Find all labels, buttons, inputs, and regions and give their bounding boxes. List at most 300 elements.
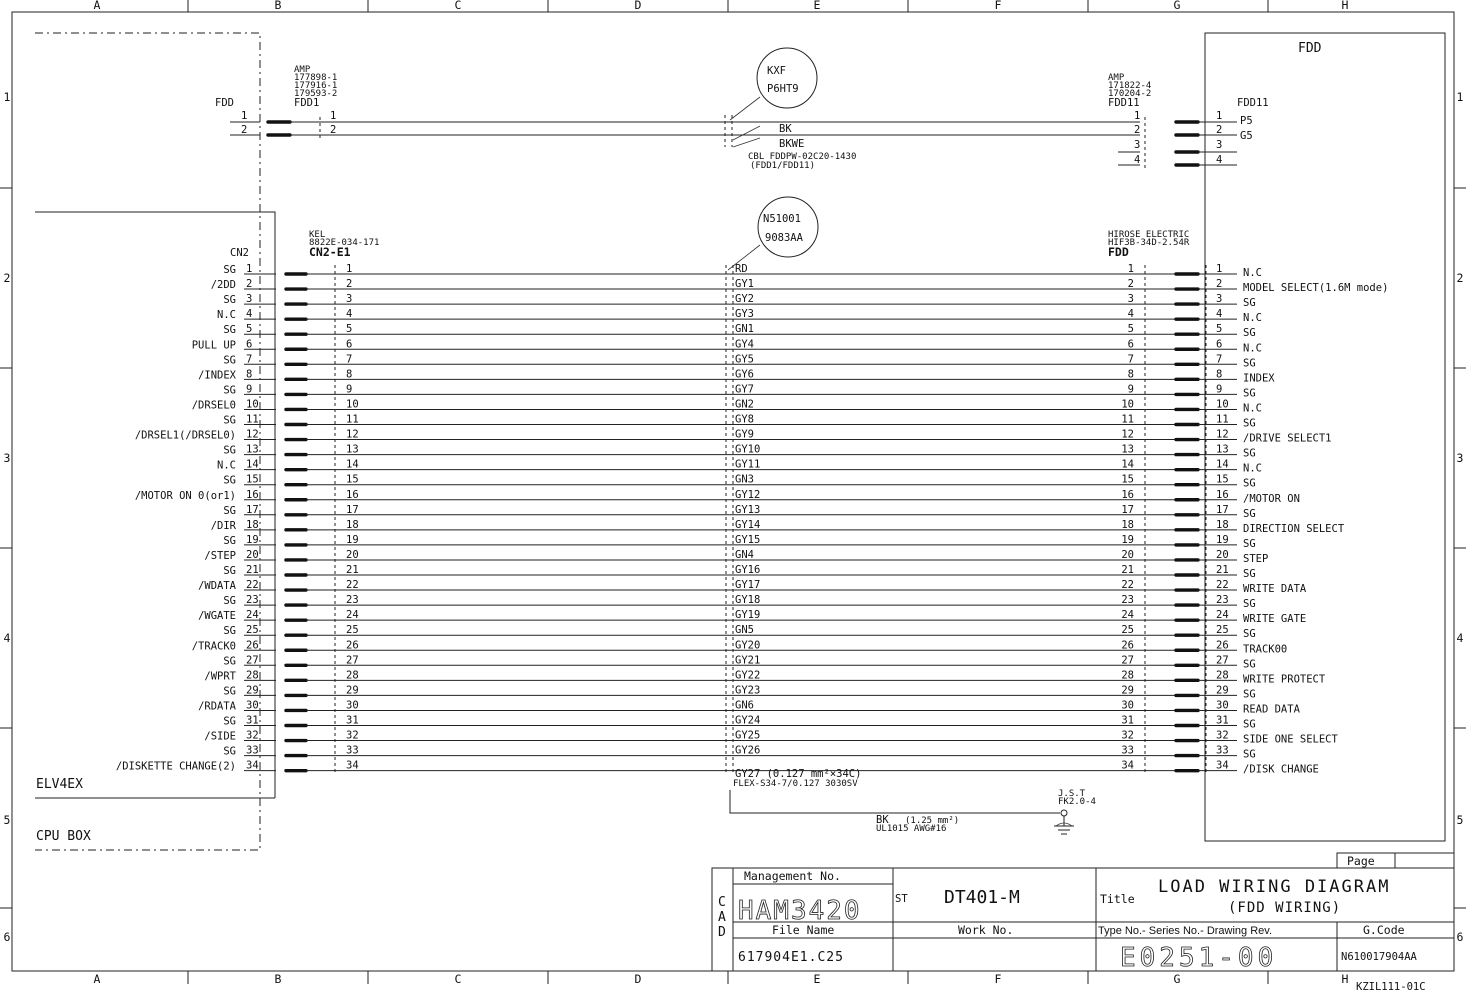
row-label-right: 1 — [1456, 90, 1464, 104]
fdd-pin-number: 32 — [1216, 729, 1229, 742]
left-fdd-label: FDD — [215, 97, 234, 109]
cad-label-c: C — [718, 895, 726, 910]
ground-wire: BK — [876, 814, 889, 826]
fdd-signal-label: SG — [1243, 327, 1256, 340]
wire-color-label: GY16 — [735, 564, 761, 576]
signal-left-part: 8822E-034-171 — [309, 238, 380, 248]
cn2-pin-number: 34 — [246, 759, 259, 772]
fdd-signal-label: N.C — [1243, 342, 1262, 355]
power-conn2-maker: AMP — [1108, 73, 1125, 83]
fdd-conn-pin-number: 8 — [1127, 368, 1134, 381]
cn2-e1-pin-number: 7 — [346, 353, 353, 366]
row-label-left: 5 — [3, 813, 11, 827]
sheet-code: KZIL111-01C — [1356, 981, 1426, 992]
fdd-signal-label: SG — [1243, 387, 1256, 400]
row-label-left: 6 — [3, 930, 11, 944]
cn2-pin-number: 9 — [246, 383, 253, 396]
column-label-top: G — [1173, 0, 1181, 12]
fdd-pin-number: 1 — [1216, 263, 1223, 275]
fdd-conn-pin-number: 9 — [1127, 383, 1134, 396]
fdd-pin-number: 14 — [1216, 458, 1229, 471]
wire-color-label: GN6 — [735, 699, 754, 712]
cn2-e1-pin-number: 16 — [346, 488, 359, 501]
cn2-pin-number: 20 — [246, 548, 259, 561]
title-label: Title — [1100, 892, 1135, 906]
power-conn1-pin-2: 2 — [330, 124, 337, 136]
left-signal-label: /TRACK0 — [191, 640, 236, 653]
pin-row — [135, 429, 1332, 445]
pin-row — [223, 414, 1255, 430]
left-signal-label: /MOTOR ON 0(or1) — [134, 489, 236, 502]
fdd-pin-number: 22 — [1216, 579, 1229, 592]
pin-row — [135, 489, 1300, 505]
fdd-signal-label: SG — [1243, 628, 1256, 641]
wire-color-label: GY18 — [735, 594, 761, 607]
pin-row — [192, 398, 1262, 414]
column-label-top: B — [274, 0, 282, 12]
work-no-label: Work No. — [958, 923, 1014, 937]
pin-row — [223, 323, 1255, 339]
signal-pin-rows — [116, 263, 1389, 776]
fdd-signal-label: INDEX — [1243, 372, 1275, 385]
wire-color-label: GY1 — [735, 278, 754, 291]
pin-row — [198, 368, 1275, 384]
ground-spec2: UL1015 AWG#16 — [876, 824, 947, 834]
fdd-conn-pin-number: 13 — [1121, 443, 1134, 456]
cn2-pin-number: 22 — [246, 579, 259, 592]
cn2-e1-pin-number: 5 — [346, 323, 353, 336]
fdd-conn-pin-number: 17 — [1121, 503, 1134, 516]
file-name-value: 617904E1.C25 — [738, 950, 844, 965]
fdd-pin-number: 7 — [1216, 353, 1223, 366]
left-signal-label: SG — [223, 444, 236, 457]
left-signal-label: N.C — [217, 459, 236, 472]
fdd-conn-pin-number: 21 — [1121, 564, 1134, 576]
row-label-right: 3 — [1456, 451, 1464, 465]
wire-color-label: GY13 — [735, 503, 761, 516]
fdd11-pin-1: 1 — [1216, 110, 1223, 122]
cn2-e1-pin-number: 20 — [346, 548, 359, 561]
power-conn2-pin-4: 4 — [1134, 154, 1141, 166]
column-labels-top — [94, 0, 1349, 12]
cn2-e1-pin-number: 21 — [346, 564, 359, 576]
power-conn1-name: FDD1 — [294, 97, 320, 109]
left-power-pin-2: 2 — [241, 124, 248, 136]
signal-left-maker: KEL — [309, 230, 326, 240]
fdd-signal-label: /MOTOR ON — [1243, 492, 1300, 505]
pin-row — [211, 278, 1389, 294]
fdd-conn-pin-number: 10 — [1121, 398, 1134, 411]
signal-cable-headers — [309, 197, 1190, 270]
column-label-top: C — [454, 0, 462, 12]
fdd-conn-pin-number: 18 — [1121, 518, 1134, 531]
fdd-signal-label: N.C — [1243, 402, 1262, 415]
column-label-top: A — [93, 0, 101, 12]
pin-row — [198, 699, 1301, 715]
cn2-e1-pin-number: 10 — [346, 398, 359, 411]
cn2-e1-pin-number: 8 — [346, 368, 353, 381]
wire-color-label: GY25 — [735, 729, 761, 742]
cn2-e1-pin-number: 26 — [346, 639, 359, 652]
wire-color-label: GY19 — [735, 609, 761, 622]
pin-row — [198, 579, 1307, 595]
cn2-e1-pin-number: 14 — [346, 458, 359, 471]
left-signal-label: SG — [223, 565, 236, 577]
cn2-e1-pin-number: 6 — [346, 338, 353, 351]
wire-color-label: GY11 — [735, 458, 761, 471]
power-bubble-top: KXF — [767, 65, 786, 77]
fdd-pin-number: 34 — [1216, 759, 1229, 772]
fdd-pin-number: 18 — [1216, 518, 1229, 531]
cn2-e1-pin-number: 17 — [346, 503, 359, 516]
fdd-conn-pin-number: 22 — [1121, 579, 1134, 592]
column-label-top: D — [634, 0, 642, 12]
fdd-signal-label: DIRECTION SELECT — [1243, 522, 1345, 535]
cn2-e1-pin-number: 11 — [346, 413, 359, 426]
fdd-signal-label: SG — [1243, 477, 1256, 490]
wire-color-label: GY7 — [735, 383, 754, 396]
left-signal-label: SG — [223, 264, 236, 276]
cn2-e1-pin-number: 3 — [346, 293, 353, 306]
wire-color-label: GY6 — [735, 368, 754, 381]
fdd-pin-number: 2 — [1216, 278, 1223, 291]
fdd-pin-number: 13 — [1216, 443, 1229, 456]
cn2-pin-number: 7 — [246, 353, 253, 366]
cn2-pin-number: 30 — [246, 699, 259, 712]
management-value: HAM3420 — [738, 896, 862, 926]
fdd-signal-label: SG — [1243, 598, 1256, 611]
cn2-e1-pin-number: 12 — [346, 428, 359, 441]
signal-footer-spec: FLEX-S34-7/0.127 3030SV — [733, 779, 858, 789]
left-signal-label: /WDATA — [198, 580, 236, 593]
fdd-signal-label: TRACK00 — [1243, 643, 1288, 656]
fdd-signal-label: SG — [1243, 688, 1256, 701]
signal-right-maker: HIROSE ELECTRIC — [1108, 230, 1190, 240]
wire-color-label: GY12 — [735, 488, 761, 501]
fdd-signal-label: READ DATA — [1243, 703, 1300, 716]
column-labels-bottom — [94, 972, 1349, 986]
left-signal-label: /RDATA — [198, 700, 236, 713]
row-label-right: 6 — [1456, 930, 1464, 944]
left-signal-label: SG — [223, 504, 236, 517]
wire-color-label: GY20 — [735, 639, 761, 652]
cn2-pin-number: 12 — [246, 428, 259, 441]
fdd-pin-number: 11 — [1216, 413, 1229, 426]
title-line1: LOAD WIRING DIAGRAM — [1158, 877, 1391, 897]
fdd11-label: FDD11 — [1237, 97, 1269, 109]
fdd-pin-number: 15 — [1216, 473, 1229, 486]
column-label-bottom: A — [93, 972, 101, 986]
fdd-pin-number: 20 — [1216, 548, 1229, 561]
column-label-bottom: G — [1173, 972, 1181, 986]
fdd-conn-pin-number: 16 — [1121, 488, 1134, 501]
fdd-conn-pin-number: 5 — [1127, 323, 1134, 336]
cn2-e1-pin-number: 29 — [346, 684, 359, 697]
fdd-conn-pin-number: 24 — [1121, 609, 1134, 622]
wire-color-label: GY14 — [735, 518, 761, 531]
fdd-pin-number: 5 — [1216, 323, 1223, 336]
cn2-pin-number: 17 — [246, 503, 259, 516]
left-signal-label: /SIDE — [204, 730, 236, 743]
file-name-label: File Name — [772, 923, 835, 937]
wire-color-label: GY21 — [735, 654, 761, 667]
fdd-conn-pin-number: 23 — [1121, 594, 1134, 607]
cad-label-d: D — [718, 925, 726, 940]
fdd-conn-pin-number: 12 — [1121, 428, 1134, 441]
cn2-pin-number: 1 — [246, 263, 253, 275]
cn2-label: CN2 — [230, 247, 249, 259]
module-label: ELV4EX — [36, 777, 83, 792]
pin-row — [223, 745, 1255, 761]
fdd-signal-label: N.C — [1243, 462, 1262, 475]
column-label-bottom: B — [274, 972, 282, 986]
left-signal-label: /DRSEL1(/DRSEL0) — [134, 429, 236, 442]
pin-row — [204, 730, 1338, 746]
fdd-signal-label: WRITE PROTECT — [1243, 673, 1326, 686]
row-label-left: 4 — [3, 631, 11, 645]
fdd11-pin-4: 4 — [1216, 154, 1223, 166]
cn2-e1-pin-number: 34 — [346, 759, 359, 772]
column-label-top: H — [1341, 0, 1349, 12]
row-label-right: 5 — [1456, 813, 1464, 827]
fdd-pin-number: 24 — [1216, 609, 1229, 622]
fdd-pin-number: 31 — [1216, 714, 1229, 727]
signal-right-name: FDD — [1108, 245, 1129, 259]
pin-row — [116, 760, 1319, 776]
fdd-pin-number: 8 — [1216, 368, 1223, 381]
column-label-bottom: C — [454, 972, 462, 986]
left-signal-label: PULL UP — [191, 339, 236, 352]
left-signal-label: SG — [223, 595, 236, 608]
pin-row — [223, 715, 1255, 731]
column-label-bottom: H — [1341, 972, 1349, 986]
fdd-conn-pin-number: 34 — [1121, 759, 1134, 772]
fdd-conn-pin-number: 2 — [1127, 278, 1134, 291]
cpu-box-label: CPU BOX — [36, 829, 91, 844]
left-signal-label: SG — [223, 324, 236, 337]
fdd-conn-pin-number: 31 — [1121, 714, 1134, 727]
fdd-pin-number: 10 — [1216, 398, 1229, 411]
row-label-left: 1 — [3, 90, 11, 104]
power-conn2-pin-3: 3 — [1134, 139, 1141, 151]
wire-color-label: GY23 — [735, 684, 761, 697]
left-signal-label: SG — [223, 384, 236, 397]
cn2-pin-number: 21 — [246, 564, 259, 576]
cn2-pin-number: 8 — [246, 368, 253, 381]
row-label-left: 2 — [3, 271, 11, 285]
column-label-bottom: F — [994, 972, 1002, 986]
power-right-pins — [1118, 110, 1253, 170]
cn2-pin-number: 10 — [246, 398, 259, 411]
management-label: Management No. — [744, 869, 841, 883]
pin-row — [223, 624, 1255, 640]
cn2-e1-pin-number: 27 — [346, 654, 359, 667]
cn2-pin-number: 11 — [246, 413, 259, 426]
left-signal-label: SG — [223, 294, 236, 307]
fdd-conn-pin-number: 3 — [1127, 293, 1134, 306]
row-label-right: 2 — [1456, 271, 1464, 285]
signal-right-part: HIF3B-34D-2.54R — [1108, 238, 1190, 248]
ground-symbol-icon — [1054, 810, 1074, 834]
cn2-pin-number: 4 — [246, 308, 253, 321]
fdd-p5-label: P5 — [1240, 115, 1253, 127]
cn2-pin-number: 2 — [246, 278, 253, 291]
fdd-conn-pin-number: 6 — [1127, 338, 1134, 351]
cn2-pin-number: 15 — [246, 473, 259, 486]
fdd-signal-label: WRITE GATE — [1243, 613, 1307, 626]
cn2-e1-pin-number: 32 — [346, 729, 359, 742]
cn2-e1-pin-number: 28 — [346, 669, 359, 682]
cn2-e1-pin-number: 25 — [346, 624, 359, 637]
wire-color-label: GN5 — [735, 624, 754, 637]
fdd-pin-number: 6 — [1216, 338, 1223, 351]
column-label-top: F — [994, 0, 1002, 12]
fdd-signal-label: /DRIVE SELECT1 — [1243, 432, 1332, 445]
wire-color-label: GY17 — [735, 579, 761, 592]
power-conn1-pin-1: 1 — [330, 110, 337, 122]
pin-row — [223, 654, 1255, 670]
fdd-signal-label: SG — [1243, 507, 1256, 520]
pin-row — [217, 459, 1262, 475]
power-conn2-pin-2: 2 — [1134, 124, 1141, 136]
power-conn1-maker: AMP — [294, 65, 311, 75]
column-label-bottom: E — [813, 972, 821, 986]
signal-footer-wire: GY27 (0.127 mm²×34C) — [735, 768, 862, 780]
fdd-pin-number: 4 — [1216, 308, 1223, 321]
fdd-signal-label: SG — [1243, 297, 1256, 310]
fdd-signal-label: STEP — [1243, 552, 1269, 565]
row-label-right: 4 — [1456, 631, 1464, 645]
fdd-conn-pin-number: 7 — [1127, 353, 1134, 366]
power-cable — [230, 48, 1253, 171]
ground-terminal-maker: J.S.T — [1058, 789, 1086, 799]
cn2-pin-number: 33 — [246, 744, 259, 757]
fdd-pin-number: 9 — [1216, 383, 1223, 396]
fdd-conn-pin-number: 29 — [1121, 684, 1134, 697]
power-conn2-pin-1: 1 — [1134, 110, 1141, 122]
left-signal-label: /WPRT — [204, 670, 236, 683]
wire-color-label: RD — [735, 263, 748, 275]
fdd-conn-pin-number: 19 — [1121, 533, 1134, 546]
fdd-conn-pin-number: 28 — [1121, 669, 1134, 682]
signal-left-name: CN2-E1 — [309, 245, 351, 259]
fdd-conn-pin-number: 15 — [1121, 473, 1134, 486]
left-signal-label: SG — [223, 354, 236, 367]
fdd-pin-number: 19 — [1216, 533, 1229, 546]
title-block — [712, 853, 1454, 992]
pin-row — [223, 564, 1255, 580]
wire-color-label: GY26 — [735, 744, 761, 757]
left-signal-label: SG — [223, 685, 236, 698]
pin-row — [204, 669, 1325, 685]
cn2-pin-number: 29 — [246, 684, 259, 697]
wire-color-label: GY9 — [735, 428, 754, 441]
wire-color-label: GY24 — [735, 714, 761, 727]
wire-color-label: GN1 — [735, 323, 754, 336]
left-signal-label: /DIR — [210, 519, 236, 532]
fdd-signal-label: SG — [1243, 537, 1256, 550]
pin-row — [223, 444, 1255, 460]
fdd-conn-pin-number: 1 — [1127, 263, 1134, 275]
wire-color-label: GY22 — [735, 669, 761, 682]
model-value: DT401-M — [944, 887, 1020, 908]
column-label-top: E — [813, 0, 821, 12]
fdd-conn-pin-number: 20 — [1121, 548, 1134, 561]
power-conn1-part-3: 179593-2 — [294, 89, 338, 99]
pin-row — [223, 353, 1255, 369]
fdd-signal-label: N.C — [1243, 312, 1262, 325]
pin-row — [223, 263, 1262, 279]
pin-row — [217, 308, 1262, 324]
fdd-pin-number: 25 — [1216, 624, 1229, 637]
cn2-e1-pin-number: 15 — [346, 473, 359, 486]
fdd-conn-pin-number: 4 — [1127, 308, 1134, 321]
left-signal-label: SG — [223, 625, 236, 638]
cn2-pin-number: 31 — [246, 714, 259, 727]
left-signal-label: /WGATE — [198, 610, 236, 623]
fdd-conn-pin-number: 33 — [1121, 744, 1134, 757]
power-conn1-part-2: 177916-1 — [294, 81, 338, 91]
left-signal-label: /DRSEL0 — [191, 399, 236, 412]
fdd-box-title: FDD — [1298, 41, 1322, 56]
cn2-pin-number: 27 — [246, 654, 259, 667]
cn2-e1-pin-number: 4 — [346, 308, 353, 321]
cn2-e1-pin-number: 2 — [346, 278, 353, 291]
cn2-pin-number: 3 — [246, 293, 253, 306]
fdd-signal-label: N.C — [1243, 267, 1262, 279]
fdd-signal-label: MODEL SELECT(1.6M mode) — [1243, 282, 1389, 295]
wire-color-label: GN4 — [735, 548, 754, 561]
fdd-pin-number: 12 — [1216, 428, 1229, 441]
power-conn2-part-1: 171822-4 — [1108, 81, 1152, 91]
cn2-pin-number: 28 — [246, 669, 259, 682]
left-power-pin-1: 1 — [241, 110, 248, 122]
wire-color-label: GY5 — [735, 353, 754, 366]
wire-color-label: GN3 — [735, 473, 754, 486]
signal-connector-guides — [335, 265, 1206, 772]
title-line2: (FDD WIRING) — [1228, 900, 1342, 916]
wire-color-label: GY8 — [735, 413, 754, 426]
wire-color-label: GY3 — [735, 308, 754, 321]
power-conn2-part-2: 170204-2 — [1108, 89, 1152, 99]
left-signal-label: /INDEX — [198, 369, 236, 382]
left-signal-label: N.C — [217, 309, 236, 322]
page-label: Page — [1347, 854, 1375, 868]
gcode-label: G.Code — [1363, 923, 1405, 937]
fdd-pin-number: 16 — [1216, 488, 1229, 501]
power-conn1-part-1: 177898-1 — [294, 73, 338, 83]
st-label: ST — [895, 893, 908, 905]
fdd-pin-number: 26 — [1216, 639, 1229, 652]
type-no-label: Type No.- Series No.- Drawing Rev. — [1098, 925, 1273, 937]
ground-terminal-part: FK2.0-4 — [1058, 797, 1096, 807]
pin-row — [223, 534, 1255, 550]
fdd-signal-label: SG — [1243, 447, 1256, 460]
cn2-pin-number: 14 — [246, 458, 259, 471]
wire-color-label: GY15 — [735, 533, 761, 546]
cn2-pin-number: 16 — [246, 488, 259, 501]
cn2-e1-pin-number: 22 — [346, 579, 359, 592]
ground-spec1: (1.25 mm²) — [905, 816, 960, 826]
fdd-pin-number: 33 — [1216, 744, 1229, 757]
power-left-pins — [230, 110, 1140, 140]
fdd-pin-number: 21 — [1216, 564, 1229, 576]
pin-row — [204, 549, 1268, 565]
fdd-pin-number: 30 — [1216, 699, 1229, 712]
fdd11-pin-2: 2 — [1216, 124, 1223, 136]
wire-color-label: GY10 — [735, 443, 761, 456]
fdd-pin-number: 23 — [1216, 594, 1229, 607]
